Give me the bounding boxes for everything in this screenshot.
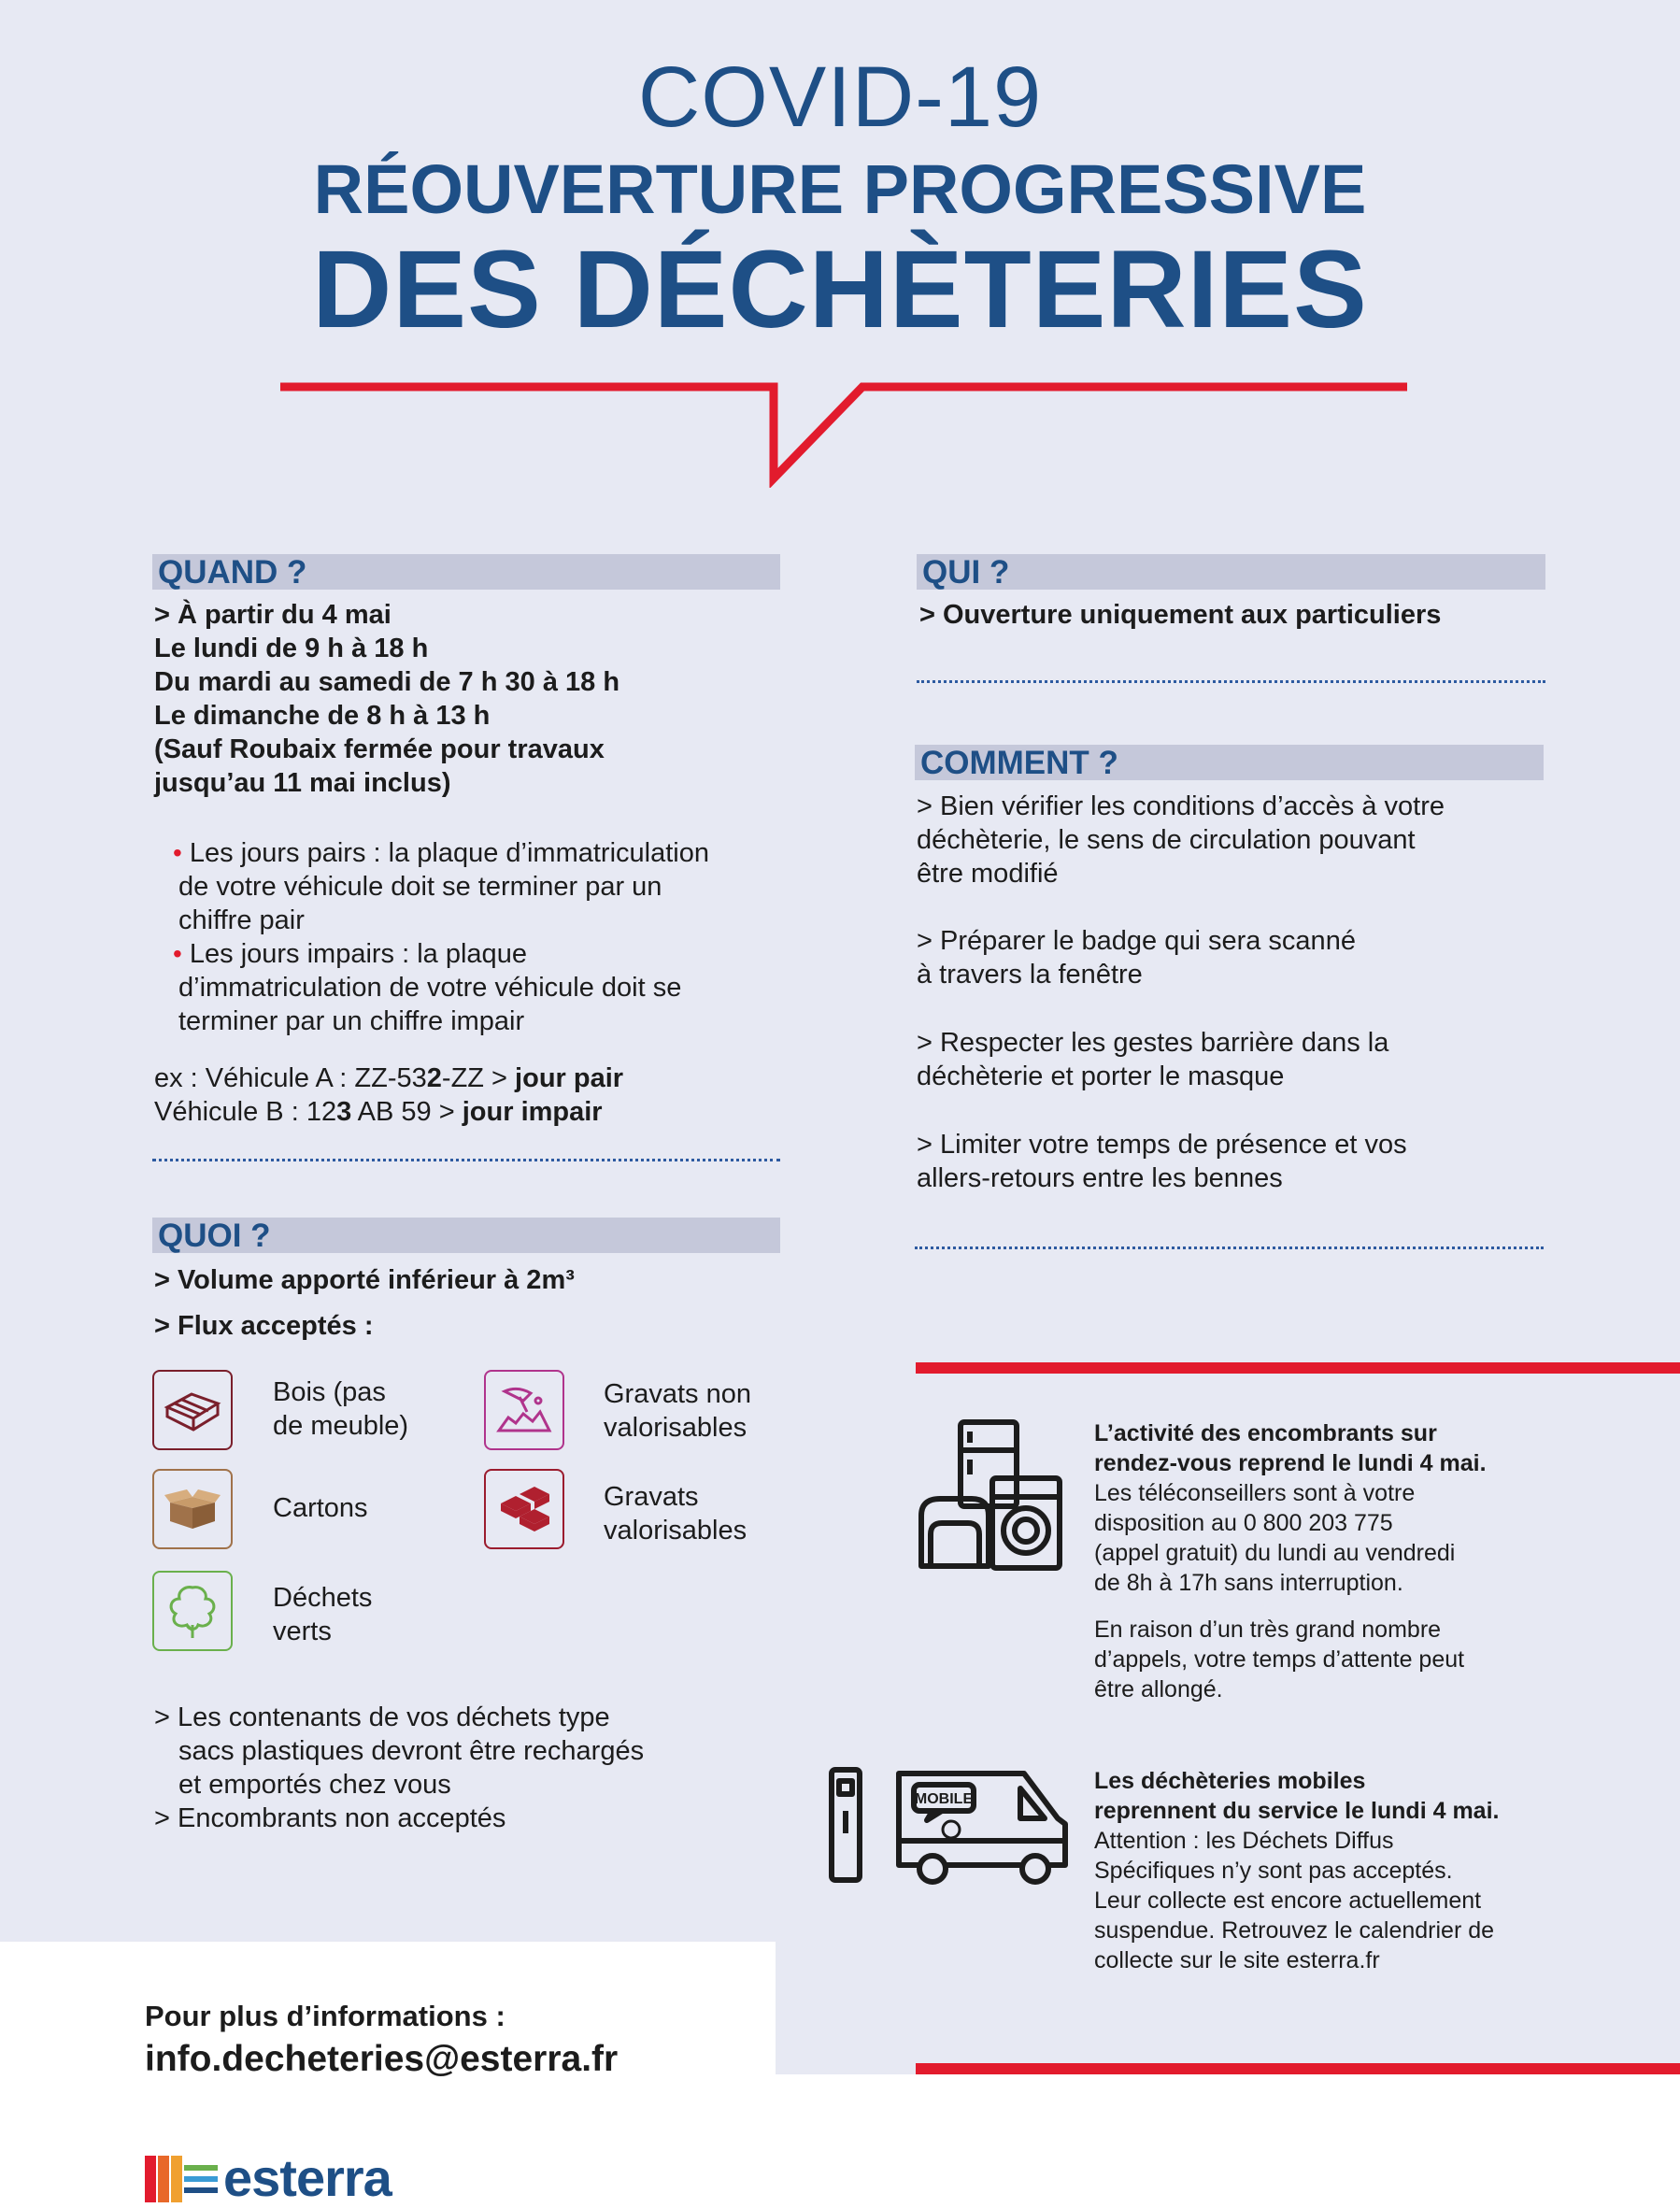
bullet2-line3: terminer par un chiffre impair bbox=[178, 1006, 525, 1036]
quoi-note-1: > Les contenants de vos déchets type bbox=[154, 1702, 610, 1732]
bullet-jours-impairs bbox=[173, 937, 527, 971]
bullet2-line2: d’immatriculation de votre véhicule doit se bbox=[178, 973, 682, 1003]
quand-line-5: (Sauf Roubaix fermée pour travaux bbox=[154, 734, 605, 764]
comment-p4: > Limiter votre temps de présence et vos allers-retours entre les bennes bbox=[917, 1130, 1407, 1193]
section-heading-qui: QUI ? bbox=[917, 554, 1545, 590]
dotted-divider bbox=[917, 680, 1545, 683]
esterra-logo-text: esterra bbox=[223, 2148, 392, 2207]
quand-line-3: Du mardi au samedi de 7 h 30 à 18 h bbox=[154, 667, 620, 697]
esterra-logo-mark bbox=[145, 2152, 220, 2204]
example-vehicle-a: ex : Véhicule A : ZZ-532-ZZ > jour pair bbox=[154, 1063, 624, 1093]
comment-p3: > Respecter les gestes barrière dans la déchèterie et porter le masque bbox=[917, 1028, 1389, 1091]
esterra-logo bbox=[145, 2147, 392, 2208]
bullet1-line3: chiffre pair bbox=[178, 905, 305, 935]
bullet-jours-pairs bbox=[173, 836, 709, 870]
encombrants-text: Les téléconseillers sont à votre disposition au 0 800 203 775 (appel gratuit) du lundi au vendredi de 8h à 17h sans interruption. bbox=[1094, 1480, 1456, 1596]
quoi-note-2: sacs plastiques devront être rechargés bbox=[178, 1736, 645, 1766]
quoi-volume: > Volume apporté inférieur à 2m³ bbox=[154, 1265, 575, 1295]
quand-line-2: Le lundi de 9 h à 18 h bbox=[154, 634, 429, 663]
encombrants-title-1: L’activité des encombrants sur bbox=[1094, 1420, 1437, 1446]
footer-email-link[interactable]: info.decheteries@esterra.fr bbox=[145, 2039, 619, 2079]
section-heading-quand: QUAND ? bbox=[152, 554, 780, 590]
quand-line-4: Le dimanche de 8 h à 13 h bbox=[154, 701, 491, 731]
speech-bubble-line bbox=[278, 376, 1409, 488]
section-heading-comment: COMMENT ? bbox=[915, 745, 1544, 780]
red-divider-top bbox=[916, 1362, 1680, 1374]
encombrants-text-2: En raison d’un très grand nombre d’appels, votre temps d’attente peut être allongé. bbox=[1094, 1617, 1465, 1702]
example-vehicle-b: Véhicule B : 123 AB 59 > jour impair bbox=[154, 1097, 603, 1127]
mobile-truck-icon bbox=[828, 1766, 1071, 1887]
flux-cartons-label: Cartons bbox=[273, 1493, 368, 1523]
title-reouverture: RÉOUVERTURE PROGRESSIVE bbox=[313, 150, 1367, 228]
bricks-icon bbox=[484, 1469, 564, 1549]
title-covid: COVID-19 bbox=[637, 50, 1043, 145]
flux-bois-label: Bois (pas de meuble) bbox=[273, 1377, 409, 1441]
pallet-icon bbox=[152, 1370, 233, 1450]
truck-mobile-label: MOBILE bbox=[914, 1791, 974, 1807]
mobiles-text: Attention : les Déchets Diffus Spécifiques n’y sont pas acceptés. Leur collecte est encore actuellement suspendue. Retrouvez le calendrier de collecte sur le site esterra.fr bbox=[1094, 1828, 1495, 1973]
comment-p1: > Bien vérifier les conditions d’accès à votre déchèterie, le sens de circulation pouvant être modifié bbox=[917, 791, 1445, 889]
qui-text: > Ouverture uniquement aux particuliers bbox=[919, 600, 1442, 630]
comment-p2: > Préparer le badge qui sera scanné à travers la fenêtre bbox=[917, 926, 1356, 990]
bullet-dot: • bbox=[173, 939, 182, 968]
quoi-flux-label: > Flux acceptés : bbox=[154, 1311, 374, 1341]
appliances-icon bbox=[914, 1418, 1063, 1573]
bullet2-line1: Les jours impairs : la plaque bbox=[189, 939, 527, 969]
quoi-note-3: et emportés chez vous bbox=[178, 1770, 451, 1800]
encombrants-title-2: rendez-vous reprend le lundi 4 mai. bbox=[1094, 1450, 1487, 1476]
bullet1-line1: Les jours pairs : la plaque d’immatriculation bbox=[189, 838, 709, 868]
flux-gravats-label: Gravats valorisables bbox=[604, 1482, 747, 1546]
red-divider-bottom bbox=[916, 2063, 1680, 2074]
flux-dechets-verts-label: Déchets verts bbox=[273, 1583, 373, 1646]
quand-line-6: jusqu’au 11 mai inclus) bbox=[154, 768, 451, 798]
rubble-icon bbox=[484, 1370, 564, 1450]
cardboard-box-icon bbox=[152, 1469, 233, 1549]
bullet1-line2: de votre véhicule doit se terminer par un bbox=[178, 872, 662, 902]
tree-icon bbox=[152, 1571, 233, 1651]
mobiles-title-2: reprennent du service le lundi 4 mai. bbox=[1094, 1798, 1500, 1824]
mobiles-title-1: Les déchèteries mobiles bbox=[1094, 1768, 1366, 1794]
flux-gravats-non-label: Gravats non valorisables bbox=[604, 1379, 751, 1443]
quand-line-1: > À partir du 4 mai bbox=[154, 600, 392, 630]
dotted-divider bbox=[915, 1246, 1544, 1249]
section-heading-quoi: QUOI ? bbox=[152, 1218, 780, 1253]
dotted-divider bbox=[152, 1159, 780, 1161]
footer-info-title: Pour plus d’informations : bbox=[145, 2000, 505, 2032]
quoi-note-4: > Encombrants non acceptés bbox=[154, 1803, 506, 1833]
title-decheteries: DES DÉCHÈTERIES bbox=[312, 228, 1368, 351]
bullet-dot: • bbox=[173, 838, 182, 867]
